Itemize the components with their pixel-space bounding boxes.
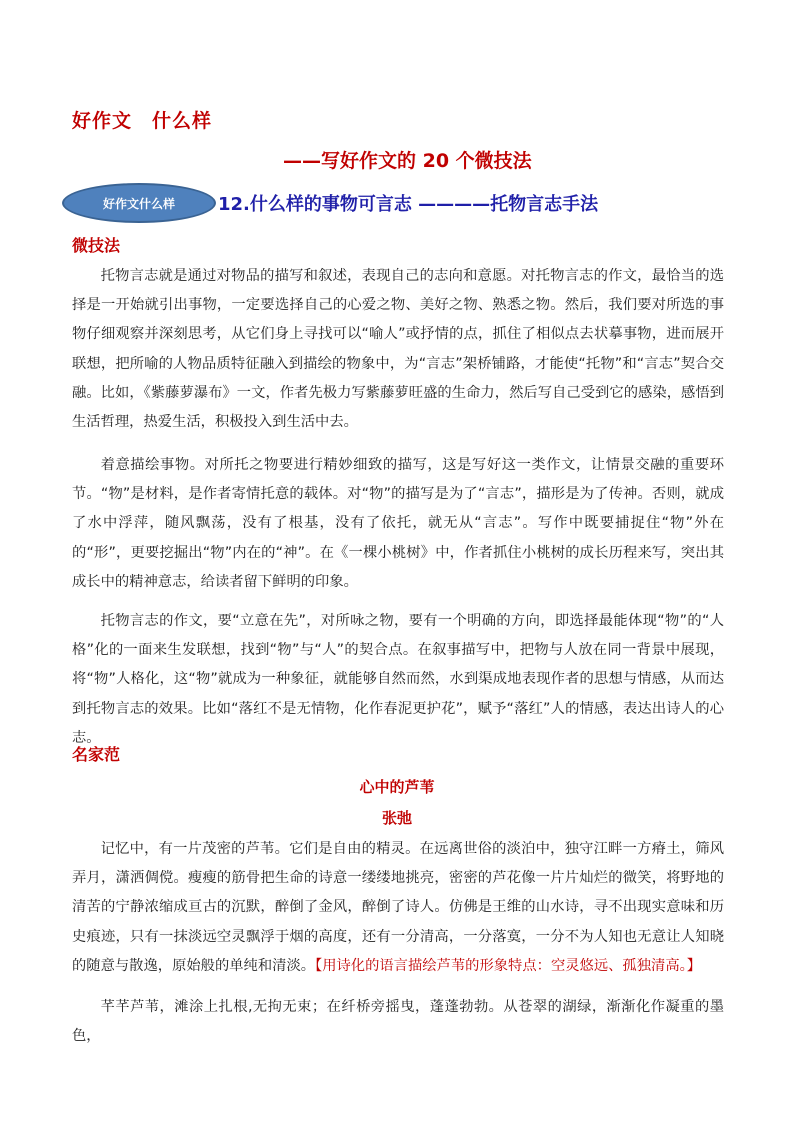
lesson-title: 12.什么样的事物可言志 ————托物言志手法 (218, 194, 599, 215)
technique-paragraph-2: 着意描绘事物。对所托之物要进行精妙细致的描写，这是写好这一类作文，让情景交融的重要环节。“物”是材料，是作者寄情托意的载体。对“物”的描写是为了“言志”，描形是为了传神。否则，就成了水中浮萍，随风飘荡，没有了根基，没有了依托，就无从“言志”。写作中既要捕捉住“物”外在的“形”，更要挖掘出“物”内在的“神”。在《一棵小桃树》中，作者抓住小桃树的成长历程来写，突出其成长中的精神意志，给读者留下鲜明的印象。 (72, 457, 724, 590)
essay-paragraph-1 (72, 835, 724, 981)
essay-annotation: 【用诗化的语言描绘芦苇的形象特点：空灵悠远、孤独清高。】 (315, 957, 702, 974)
essay-paragraph-2: 芊芊芦苇，滩涂上扎根,无拘无束；在纤桥旁摇曳，蓬蓬勃勃。从苍翠的湖绿，渐渐化作凝重的墨色， (72, 999, 724, 1045)
series-badge (62, 183, 216, 223)
document-subtitle: ——写好作文的 20 个微技法 (283, 150, 532, 172)
section-heading-technique: 微技法 (72, 236, 121, 255)
essay-title: 心中的芦苇 (359, 778, 435, 796)
technique-paragraph-3: 托物言志的作文，要“立意在先”，对所咏之物，要有一个明确的方向，即选择最能体现“物”的“人格”化的一面来生发联想，找到“物”与“人”的契合点。在叙事描写中，把物与人放在同一背景中展现，将“物”人格化，这“物”就成为一种象征，就能够自然而然，水到渠成地表现作者的思想与情感，从而达到托物言志的效果。比如“落红不是无情物，化作春泥更护花”，赋予“落红”人的情感，表达出诗人的心志。 (72, 613, 724, 746)
technique-paragraph-1: 托物言志就是通过对物品的描写和叙述，表现自己的志向和意愿。对托物言志的作文，最恰当的选择是一开始就引出事物，一定要选择自己的心爱之物、美好之物、熟悉之物。然后，我们要对所选的事物仔细观察并深刻思考，从它们身上寻找可以“喻人”或抒情的点，抓住了相似点去状摹事物，进而展开联想，把所喻的人物品质特征融入到描绘的物象中，为“言志”架桥铺路，才能使“托物”和“言志”契合交融。比如，《紫藤萝瀑布》一文，作者先极力写紫藤萝旺盛的生命力，然后写自己受到它的感染，感悟到生活哲理，热爱生活，积极投入到生活中去。 (72, 268, 724, 431)
essay-paragraph-1-text: 记忆中，有一片茂密的芦苇。它们是自由的精灵。在远离世俗的淡泊中，独守江畔一方瘠土，筛风弄月，潇洒倜傥。瘦瘦的筋骨把生命的诗意一缕缕地挑亮，密密的芦花像一片片灿烂的微笑，将野地的清苦的宁静浓缩成亘古的沉默，醉倒了金风，醉倒了诗人。仿佛是王维的山水诗，寻不出现实意味和历史痕迹，只有一抹淡远空灵飘浮于烟的高度，还有一分清高，一分落寞，一分不为人知也无意让人知晓的随意与散逸，原始般的单纯和清淡。 (72, 841, 724, 974)
document-title: 好作文 什么样 (72, 110, 213, 132)
section-heading-examples: 名家范 (72, 745, 121, 764)
series-badge-label: 好作文什么样 (102, 196, 175, 211)
essay-author: 张弛 (381, 809, 412, 827)
